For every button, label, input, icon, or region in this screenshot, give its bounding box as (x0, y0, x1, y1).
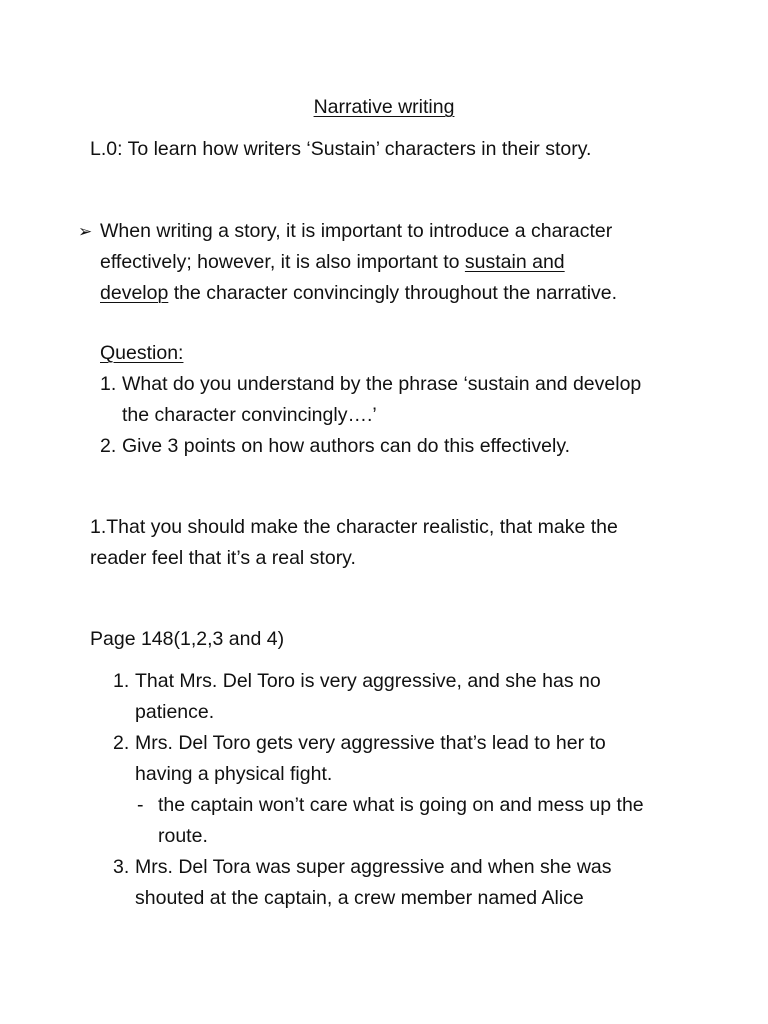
bullet-text-3: the character convincingly throughout the narrative. (168, 282, 618, 304)
answer-1-line-2: patience. (135, 701, 215, 723)
list-number: 1. (100, 373, 117, 395)
page-title (0, 92, 768, 123)
answer-2-sub-line-2: route. (158, 825, 208, 847)
answer-line-1: 1.That you should make the character realistic, that make the (90, 516, 618, 538)
bullet-underlined-2: develop (100, 282, 169, 304)
bullet-text-2: effectively; however, it is also important to (100, 251, 465, 273)
answer-3-line-1: Mrs. Del Tora was super aggressive and when she was (135, 856, 612, 878)
bullet-paragraph (78, 216, 617, 309)
answer-item-2 (113, 728, 606, 759)
arrow-bullet-icon: ➢ (78, 222, 93, 242)
list-number: 2. (113, 732, 130, 754)
answer-2-sub-line-1: the captain won’t care what is going on and mess up the (158, 794, 644, 816)
answer-line-2: reader feel that it’s a real story. (90, 547, 356, 569)
question-1-text-line-1: What do you understand by the phrase ‘sustain and develop (122, 373, 642, 395)
list-number: 1. (113, 670, 130, 692)
answer-2-line-2: having a physical fight. (135, 763, 333, 785)
bullet-text-1: When writing a story, it is important to introduce a character (100, 220, 613, 242)
bullet-line-2 (78, 247, 617, 278)
answer-3-line-2: shouted at the captain, a crew member named Alice (135, 887, 584, 909)
question-item-2 (100, 431, 570, 462)
list-number: 3. (113, 856, 130, 878)
question-label: Question: (100, 342, 184, 364)
answer-item-1 (113, 666, 601, 697)
page-reference: Page 148(1,2,3 and 4) (90, 628, 285, 650)
answer-1-line-1: That Mrs. Del Toro is very aggressive, and she has no (135, 670, 601, 692)
bullet-underlined-1: sustain and (464, 251, 565, 273)
answer-2-line-1: Mrs. Del Toro gets very aggressive that’s lead to her to (135, 732, 606, 754)
answer-item-3 (113, 852, 612, 883)
answer-2-sub-item (137, 790, 644, 821)
question-2-text: Give 3 points on how authors can do this effectively. (122, 435, 571, 457)
question-heading (100, 338, 183, 369)
bullet-line-1 (78, 216, 617, 247)
question-1-text-line-2: the character convincingly….’ (122, 404, 377, 426)
bullet-line-3 (78, 278, 617, 309)
question-item-1 (100, 369, 641, 400)
title-text: Narrative writing (313, 96, 455, 118)
learning-objective: L.0: To learn how writers ‘Sustain’ characters in their story. (90, 138, 592, 160)
dash-bullet: - (137, 794, 144, 816)
list-number: 2. (100, 435, 117, 457)
